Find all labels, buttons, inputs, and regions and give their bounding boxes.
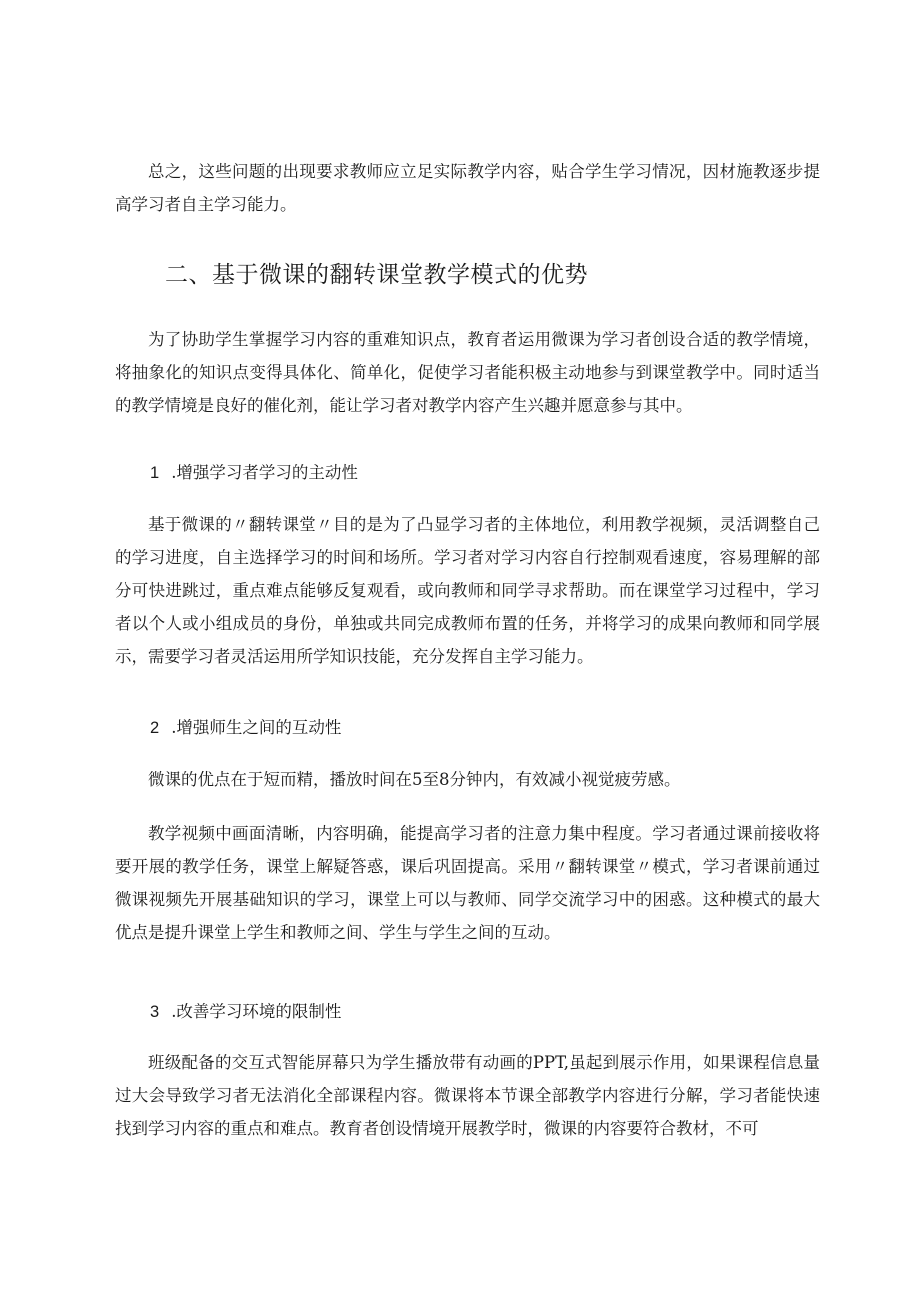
paragraph-interaction: 教学视频中画面清晰，内容明确，能提高学习者的注意力集中程度。学习者通过课前接收将要开展的教学任务，课堂上解疑答惑，课后巩固提高。采用〃翻转课堂〃模式，学习者课前通过微课视频先开展基础知识的学习，课堂上可以与教师、同学交流学习中的困惑。这种模式的最大优点是提升课堂上学生和教师之间、学生与学生之间的互动。: [115, 824, 820, 942]
subheading-text: .增强学习者学习的主动性: [171, 463, 358, 482]
subheading-3: [150, 997, 341, 1027]
paragraph-intro: 为了协助学生掌握学习内容的重难知识点，教育者运用微课为学习者创设合适的教学情境，将抽象化的知识点变得具体化、简单化，促使学习者能积极主动地参与到课堂教学中。同时适当的教学情境是良好的催化剂，能让学习者对教学内容产生兴趣并愿意参与其中。: [115, 330, 820, 415]
paragraph-environment: 班级配备的交互式智能屏幕只为学生播放带有动画的PPT,虽起到展示作用，如果课程信息量过大会导致学习者无法消化全部课程内容。微课将本节课全部教学内容进行分解，学习者能快速找到学习内容的重点和难点。教育者创设情境开展教学时，微课的内容要符合教材，不可: [115, 1053, 820, 1138]
subheading-text: .改善学习环境的限制性: [171, 1002, 342, 1021]
subheading-number: 2: [150, 719, 160, 737]
subheading-number: 1: [150, 464, 160, 482]
section-heading: 二、基于微课的翻转课堂教学模式的优势: [165, 262, 588, 288]
paragraph-microlesson-advantage: 微课的优点在于短而精，播放时间在5至8分钟内，有效减小视觉疲劳感。: [148, 770, 681, 789]
paragraph-initiative: 基于微课的〃翻转课堂〃目的是为了凸显学习者的主体地位，利用教学视频，灵活调整自己的学习进度，自主选择学习的时间和场所。学习者对学习内容自行控制观看速度，容易理解的部分可快进跳过，重点难点能够反复观看，或向教师和同学寻求帮助。而在课堂学习过程中，学习者以个人或小组成员的身份，单独或共同完成教师布置的任务，并将学习的成果向教师和同学展示，需要学习者灵活运用所学知识技能，充分发挥自主学习能力。: [115, 515, 820, 666]
subheading-number: 3: [150, 1003, 160, 1021]
subheading-1: [150, 458, 358, 488]
subheading-2: [150, 713, 341, 743]
paragraph-conclusion: 总之，这些问题的出现要求教师应立足实际教学内容，贴合学生学习情况，因材施教逐步提高学习者自主学习能力。: [115, 162, 820, 214]
subheading-text: .增强师生之间的互动性: [171, 718, 342, 737]
